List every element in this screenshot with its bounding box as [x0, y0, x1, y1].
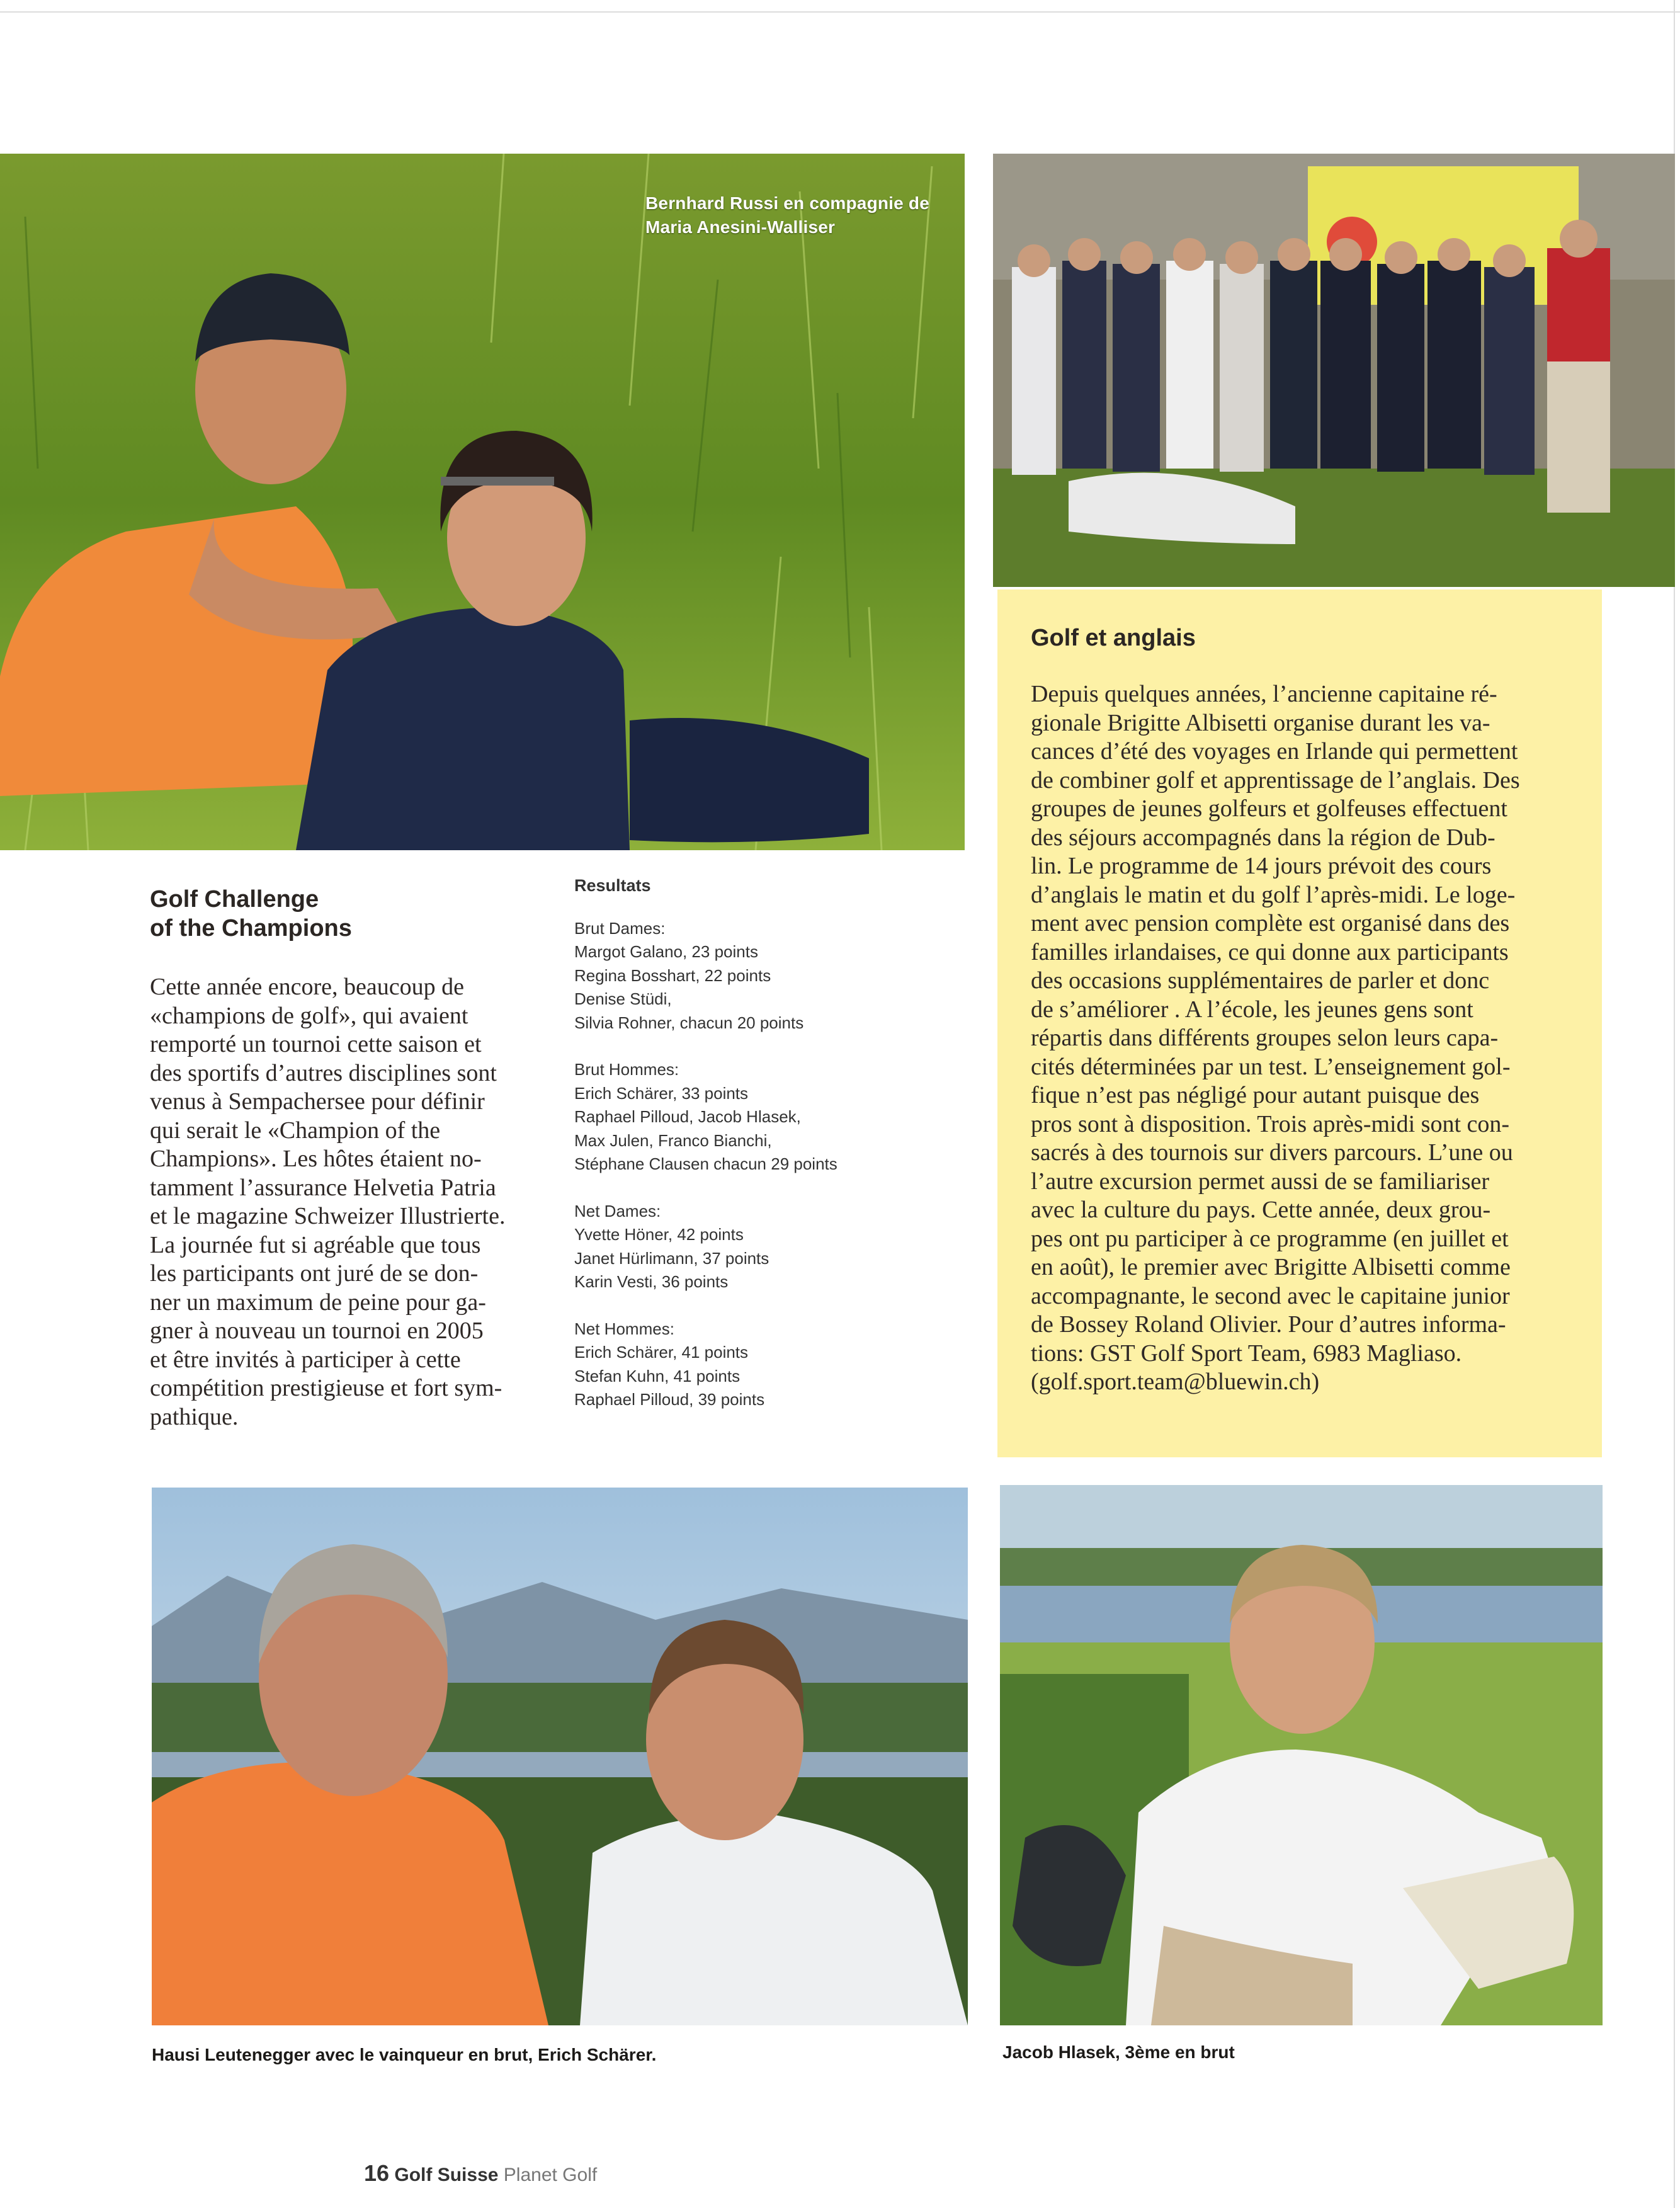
photo-russi-anesini	[0, 154, 965, 850]
body-line: répartis dans différents groupes selon leurs capa-	[1031, 1025, 1499, 1051]
body-line: pathique.	[150, 1403, 239, 1430]
body-line: et le magazine Schweizer Illustrierte.	[150, 1203, 506, 1229]
body-line: «champions de golf», qui avaient	[150, 1002, 468, 1029]
body-line: de combiner golf et apprentissage de l’anglais. Des	[1031, 766, 1520, 794]
body-line: fique n’est pas négligé pour autant puisque des	[1031, 1082, 1480, 1108]
results-group-heading: Net Dames:	[574, 1201, 661, 1221]
body-line: avec la culture du pays. Cette année, deux grou-	[1031, 1197, 1491, 1223]
body-line: accompagnante, le second avec le capitaine junior	[1031, 1282, 1510, 1309]
body-line: compétition prestigieuse et fort sym-	[150, 1375, 502, 1401]
body-line: ner un maximum de peine pour ga-	[150, 1289, 486, 1316]
results-title: Resultats	[574, 876, 651, 895]
body-line: gner à nouveau un tournoi en 2005	[150, 1317, 484, 1344]
body-line: de s’améliorer . A l’école, les jeunes gens sont	[1031, 996, 1473, 1023]
body-line: et être invités à participer à cette	[150, 1346, 461, 1373]
results-group-heading: Net Hommes:	[574, 1319, 674, 1338]
results-entry: Janet Hürlimann, 37 points	[574, 1248, 769, 1268]
body-line: pros sont à disposition. Trois après-midi sont con-	[1031, 1110, 1510, 1137]
page-footer	[364, 2160, 597, 2187]
photo-caption-bottom-right: Jacob Hlasek, 3ème en brut	[1002, 2042, 1235, 2062]
section-name: Planet Golf	[503, 2165, 598, 2185]
body-line: pes ont pu participer à ce programme (en juillet et	[1031, 1225, 1509, 1252]
body-line: Cette année encore, beaucoup de	[150, 974, 465, 1000]
body-line: familles irlandaises, ce qui donne aux participants	[1031, 938, 1509, 965]
photo-jacob-hlasek	[1000, 1485, 1603, 2025]
caption-line-2: Maria Anesini-Walliser	[645, 217, 836, 237]
title-line-1: Golf Challenge	[150, 886, 319, 913]
results-entry: Stéphane Clausen chacun 29 points	[574, 1154, 837, 1173]
results-list	[574, 874, 889, 1435]
results-group	[574, 917, 889, 1035]
scan-edge-top	[0, 11, 1680, 13]
results-entry: Raphael Pilloud, 39 points	[574, 1390, 765, 1409]
results-group	[574, 1200, 889, 1294]
body-line: venus à Sempachersee pour définir	[150, 1088, 485, 1115]
results-entry: Regina Bosshart, 22 points	[574, 965, 771, 985]
results-group-heading: Brut Hommes:	[574, 1060, 679, 1079]
body-line: Depuis quelques années, l’ancienne capitaine ré-	[1031, 681, 1497, 707]
body-line: cances d’été des voyages en Irlande qui permettent	[1031, 738, 1518, 765]
body-line: de Bossey Roland Olivier. Pour d’autres informa-	[1031, 1311, 1506, 1338]
body-line: Champions». Les hôtes étaient no-	[150, 1146, 482, 1172]
body-line: l’autre excursion permet aussi de se familiariser	[1031, 1168, 1490, 1195]
body-line: des occasions supplémentaires de parler et donc	[1031, 967, 1490, 994]
results-entry: Yvette Höner, 42 points	[574, 1225, 744, 1244]
body-line: des sportifs d’autres disciplines sont	[150, 1059, 497, 1086]
photo-leutenegger-schaerer	[152, 1488, 968, 2025]
results-group	[574, 1317, 889, 1412]
results-entry: Karin Vesti, 36 points	[574, 1272, 729, 1291]
results-entry: Stefan Kuhn, 41 points	[574, 1366, 741, 1386]
body-line: des séjours accompagnés dans la région de Dub-	[1031, 824, 1496, 851]
results-group-heading: Brut Dames:	[574, 918, 666, 938]
page-number: 16	[364, 2160, 390, 2186]
body-line: lin. Le programme de 14 jours prévoit des cours	[1031, 853, 1492, 879]
photo-junior-group	[993, 154, 1675, 587]
results-entry: Erich Schärer, 33 points	[574, 1083, 749, 1103]
body-line: sacrés à des tournois sur divers parcours. L’une ou	[1031, 1139, 1513, 1166]
results-entry: Denise Stüdi,	[574, 989, 672, 1008]
results-entry: Raphael Pilloud, Jacob Hlasek,	[574, 1107, 801, 1126]
article-body-golf-anglais	[1031, 680, 1585, 1397]
caption-line-1: Bernhard Russi en compagnie de	[645, 193, 929, 213]
photo-caption-top	[645, 191, 929, 239]
results-group	[574, 1058, 889, 1176]
body-line: (golf.sport.team@bluewin.ch)	[1031, 1369, 1320, 1395]
body-line: qui serait le «Champion of the	[150, 1117, 441, 1144]
body-line: d’anglais le matin et du golf l’après-midi. Le loge-	[1031, 881, 1516, 908]
body-line: ment avec pension complète est organisé dans des	[1031, 910, 1510, 936]
body-line: tamment l’assurance Helvetia Patria	[150, 1174, 496, 1201]
body-line: La journée fut si agréable que tous	[150, 1231, 481, 1258]
results-entry: Silvia Rohner, chacun 20 points	[574, 1013, 804, 1032]
results-entry: Erich Schärer, 41 points	[574, 1343, 749, 1362]
article-body-golf-challenge	[150, 973, 553, 1431]
results-entry: Margot Galano, 23 points	[574, 942, 758, 961]
body-line: cités déterminées par un test. L’enseignement gol-	[1031, 1053, 1511, 1080]
article-title-golf-challenge	[150, 885, 352, 943]
magazine-name: Golf Suisse	[394, 2165, 499, 2185]
body-line: tions: GST Golf Sport Team, 6983 Magliaso.	[1031, 1340, 1462, 1367]
body-line: gionale Brigitte Albisetti organise durant les va-	[1031, 709, 1490, 736]
photo-caption-bottom-left: Hausi Leutenegger avec le vainqueur en brut, Erich Schärer.	[152, 2045, 657, 2064]
results-entry: Max Julen, Franco Bianchi,	[574, 1130, 772, 1150]
body-line: remporté un tournoi cette saison et	[150, 1031, 482, 1057]
body-line: en août), le premier avec Brigitte Albisetti comme	[1031, 1254, 1511, 1280]
body-line: les participants ont juré de se don-	[150, 1260, 479, 1287]
body-line: groupes de jeunes golfeurs et golfeuses effectuent	[1031, 795, 1507, 822]
title-line-2: of the Champions	[150, 915, 352, 942]
article-title-golf-anglais: Golf et anglais	[1031, 625, 1196, 651]
